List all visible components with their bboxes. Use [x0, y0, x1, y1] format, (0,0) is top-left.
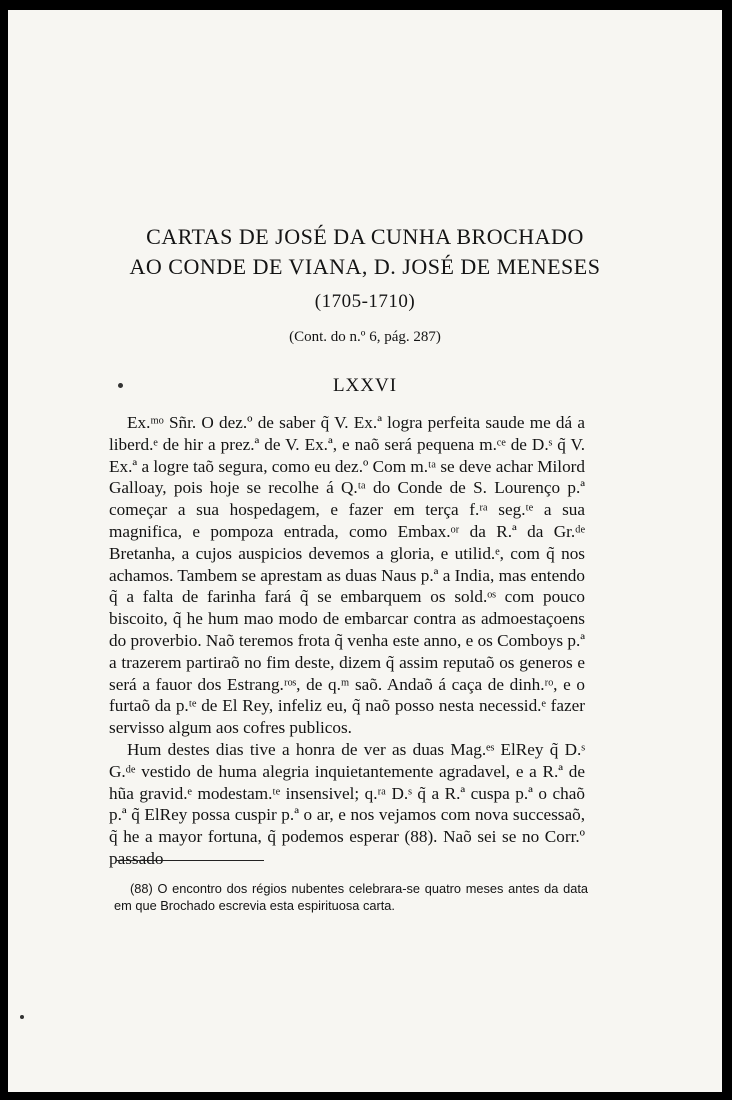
paragraph-1: Ex.ᵐᵒ Sñr. O dez.º de saber q̃ V. Ex.ª logra perfeita saude me dá a liberd.ᵉ de hir a prez.ª de V. Ex.ª, e naõ será pequena m.ᶜᵉ de D.ˢ q̃ V. Ex.ª a logre taõ segura, como eu dez.º Com m.ᵗᵃ se deve achar Milord Galloay, pois hoje se recolhe á Q.ᵗᵃ do Conde de S. Lourenço p.ª começar a sua hospedagem, e fazer em terça f.ʳᵃ seg.ᵗᵉ a sua magnifica, e pompoza entrada, como Embax.ᵒʳ da R.ª da Gr.ᵈᵉ Bretanha, a cujos auspicios devemos a gloria, e utilid.ᵉ, com q̃ nos achamos. Tambem se aprestam as duas Naus p.ª a India, mas entendo q̃ a falta de farinha fará q̃ se embarquem os sold.ᵒˢ com pouco biscoito, q̃ he hum mao modo de embarcar contra as admoestaçoens do proverbio. Naõ teremos frota q̃ venha este anno, e os Comboys p.ª a trazerem partiraõ no fim deste, dizem q̃ assim reputaõ os generos e será a fauor dos Estrang.ʳᵒˢ, de q.ᵐ saõ. Andaõ á caça de dinh.ʳᵒ, e o furtaõ da p.ᵗᵉ de El Rey, infeliz eu, q̃ naõ posso nesta necessid.ᵉ fazer servisso algum aos cofres publicos. [109, 413, 585, 738]
letter-number: LXXVI [332, 375, 398, 396]
letter-body [109, 412, 585, 870]
title-line-2: AO CONDE DE VIANA, D. JOSÉ DE MENESES [129, 254, 601, 279]
footnote [114, 881, 588, 914]
paragraph-2: Hum destes dias tive a honra de ver as duas Mag.ᵉˢ ElRey q̃ D.ˢ G.ᵈᵉ vestido de huma alegria inquietantemente agradavel, e a R.ª de hũa gravid.ᵉ modestam.ᵗᵉ insensivel; q.ʳᵃ D.ˢ q̃ a R.ª cuspa p.ª o chaõ p.ª q̃ ElRey possa cuspir p.ª o ar, e nos vejamos com nova successaõ, q̃ he a mayor fortuna, q̃ podemos esperar (88). Naõ sei se no Corr.º passado [109, 739, 585, 868]
bullet-dot [118, 383, 123, 388]
footnote-rule [116, 860, 264, 861]
date-range: (1705-1710) [314, 291, 416, 312]
footnote-text: (88) O encontro dos régios nubentes celebrara-se quatro meses antes da data em que Brochado escrevia esta espirituosa carta. [114, 881, 588, 913]
continuation-note: (Cont. do n.º 6, pág. 287) [289, 329, 441, 345]
title-line-1: CARTAS DE JOSÉ DA CUNHA BROCHADO [146, 224, 584, 249]
document-page [8, 10, 722, 1092]
margin-dot [20, 1015, 24, 1019]
